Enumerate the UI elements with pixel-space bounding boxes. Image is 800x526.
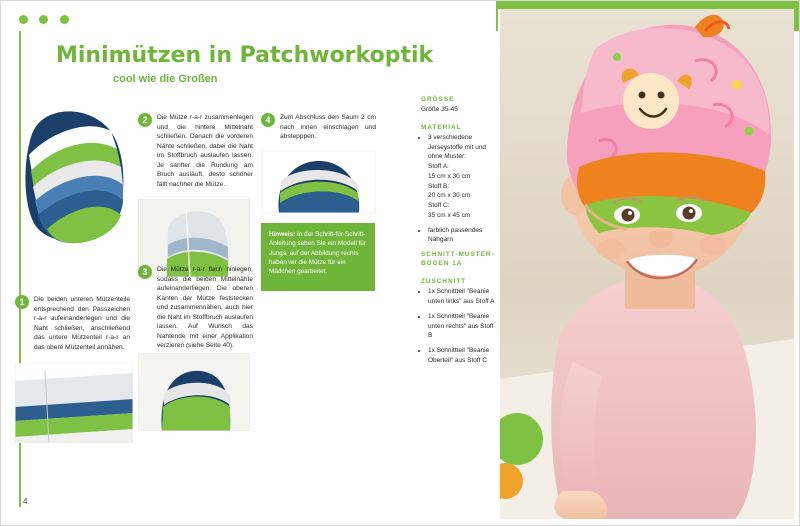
decorative-dots [19,11,76,29]
step-3-illustration [138,353,250,431]
step-1-illustration [15,363,133,443]
page-subtitle: cool wie die Großen [113,73,218,85]
photo-step-4 [261,151,376,213]
page-number: 4 [23,497,28,506]
fabric-a-size: 15 cm x 30 cm [428,172,471,180]
step-1-number: 1 [15,295,29,309]
cut-list [421,287,499,365]
hint-label: Hinweis: [269,231,296,238]
list-item-material-0 [428,133,499,221]
list-item-cut-0: • 1x Schnittteil "Beanie unten links" aus Stoff A [428,287,499,307]
dot-icon-2 [39,15,48,24]
dot-icon-1 [19,15,28,24]
photo-step-1 [15,363,133,443]
size-heading: GRÖSSE [421,96,455,103]
fabric-b-size: 20 cm x 30 cm [428,192,471,200]
material-list [421,133,499,245]
fabric-c-size: 35 cm x 45 cm [428,211,471,219]
hint-text: In der Schritt-für-Schritt-Anleitung sehen Sie ein Modell für Jungs, auf der Abbildung rechts haben wir die Mütze für ein Mädchen gearbeitet. [269,231,366,276]
material-intro: 3 verschiedene Jerseystoffe mit und ohne Muster: [428,133,487,161]
fabric-a-label: Stoff A: [428,163,449,170]
dot-icon-3 [60,15,69,24]
baby-illustration [499,9,794,519]
step-3-text: Die Mütze r-a-r flach hinlegen, sodass die beiden Mittelnähte aufeinanderliegen. Die oberen Kanten der Mütze feststecken und zusammennähen, auch hier die Naht im Stoffbruch auslaufen lassen. Auf Wunsch das Nahtende mit einer Applikation verzieren (siehe Seite 40). [157,266,253,350]
step-3-number: 3 [138,265,152,279]
step-2-number: 2 [138,113,152,127]
step-4-number: 4 [261,113,275,127]
page-title: Minimützen in Patchworkoptik [56,43,434,68]
cut-heading: ZUSCHNITT [421,278,467,286]
hint-box [261,223,375,291]
step-4-illustration [261,151,376,213]
photo-step-3 [138,353,250,431]
photo-baby [499,9,794,519]
step-2-text: Die Mütze r-a-r zusammenlegen und die hintere Mittelnaht schließen. Danach die vorderen Nähte schließen, dabei die Naht im Stoffbruch auslaufen lassen. Je sanfter die Rundung am Bruch ausläuft, desto schöner fällt nachher die Mütze. [157,114,253,188]
photo-hat-main [21,101,133,249]
info-column [421,96,499,371]
material-heading: MATERIAL [421,123,462,131]
list-item-cut-1: • 1x Schnittteil "Beanie unten rechts" aus Stoff B [428,312,499,341]
list-item-material-1: • farblich passendes Nähgarn [428,226,499,246]
size-text: Größe 35-45 [421,106,458,113]
step-1-text: Die beiden unteren Mützenteile entsprechend den Passzeichen r-a-r aufeinanderlegen und die Naht schließen, anschließend das untere Mützenteil r-a-r an das obere Mützenteil annähen. [34,296,130,351]
list-item-cut-2: • 1x Schnittteil "Beanie Oberteil" aus Stoff C [428,346,499,366]
fabric-c-label: Stoff C: [428,202,450,209]
page-spine [498,9,500,519]
step-4-text: Zum Abschluss den Saum 2 cm nach innen einschlagen und abstepppen. [280,114,376,141]
hat-main-illustration [21,101,133,249]
pattern-heading: SCHNITT-MUSTER-BOGEN 1A [421,251,495,267]
fabric-b-label: Stoff B: [428,182,450,190]
